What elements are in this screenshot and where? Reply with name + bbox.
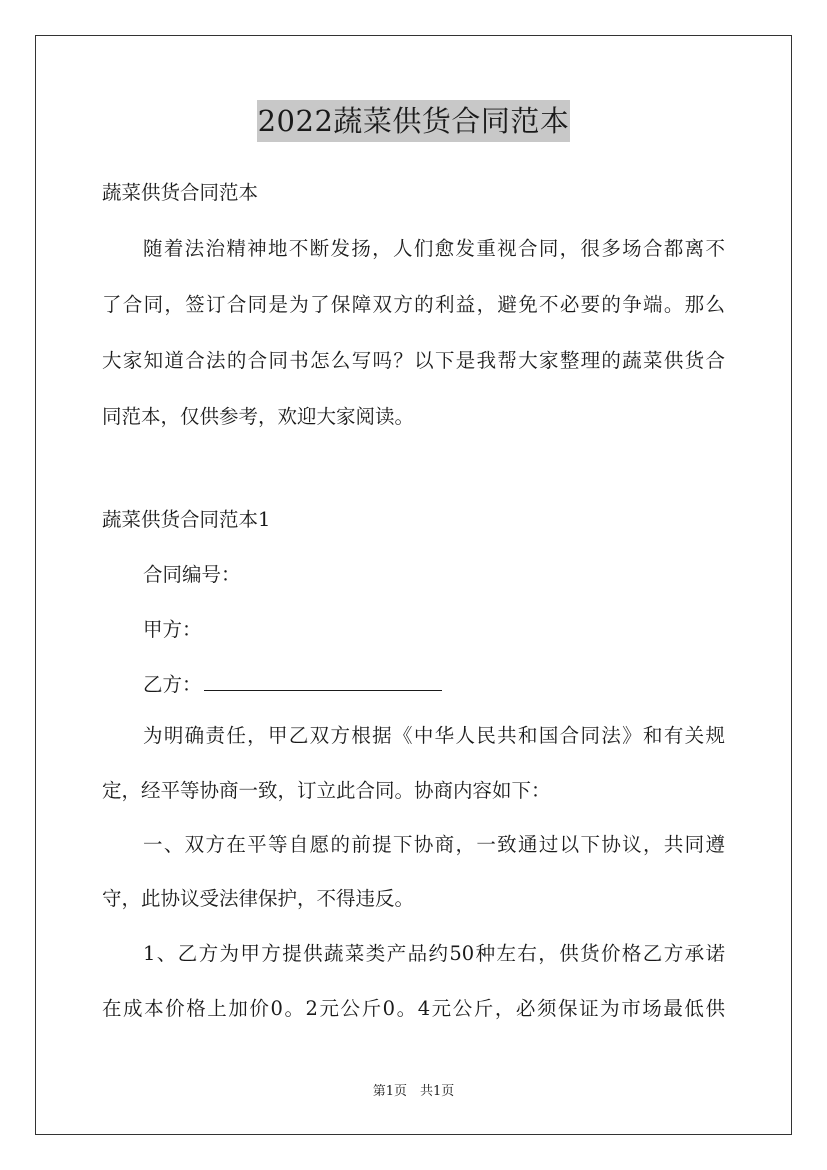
document-title-wrap (0, 100, 827, 142)
body-line-4: 守，此协议受法律保护，不得违反。 (102, 887, 415, 910)
intro-line-4: 同范本，仅供参考，欢迎大家阅读。 (102, 405, 415, 428)
intro-line-2: 了合同，签订合同是为了保障双方的利益，避免不必要的争端。那么 (102, 293, 725, 316)
party-b-blank-line (204, 672, 442, 691)
intro-line-3: 大家知道合法的合同书怎么写吗？以下是我帮大家整理的蔬菜供货合 (102, 349, 725, 372)
document-title: 2022蔬菜供货合同范本 (257, 100, 571, 142)
contract-number-label: 合同编号： (143, 563, 241, 586)
page-footer: 第1页 共1页 (372, 1084, 455, 1099)
body-line-6: 在成本价格上加价0。2元公斤0。4元公斤，必须保证为市场最低供 (102, 997, 725, 1020)
intro-line-1: 随着法治精神地不断发扬，人们愈发重视合同，很多场合都离不 (143, 237, 725, 260)
body-line-3: 一、双方在平等自愿的前提下协商，一致通过以下协议，共同遵 (143, 833, 725, 856)
body-line-1: 为明确责任，甲乙双方根据《中华人民共和国合同法》和有关规 (143, 724, 725, 747)
party-b-row (143, 672, 725, 698)
body-line-2: 定，经平等协商一致，订立此合同。协商内容如下： (102, 779, 551, 802)
party-a-label: 甲方： (143, 618, 202, 641)
body-line-5: 1、乙方为甲方提供蔬菜类产品约50种左右，供货价格乙方承诺 (143, 942, 725, 965)
subtitle: 蔬菜供货合同范本 (102, 181, 259, 204)
party-b-label: 乙方： (143, 673, 202, 696)
section-heading: 蔬菜供货合同范本1 (102, 508, 271, 531)
